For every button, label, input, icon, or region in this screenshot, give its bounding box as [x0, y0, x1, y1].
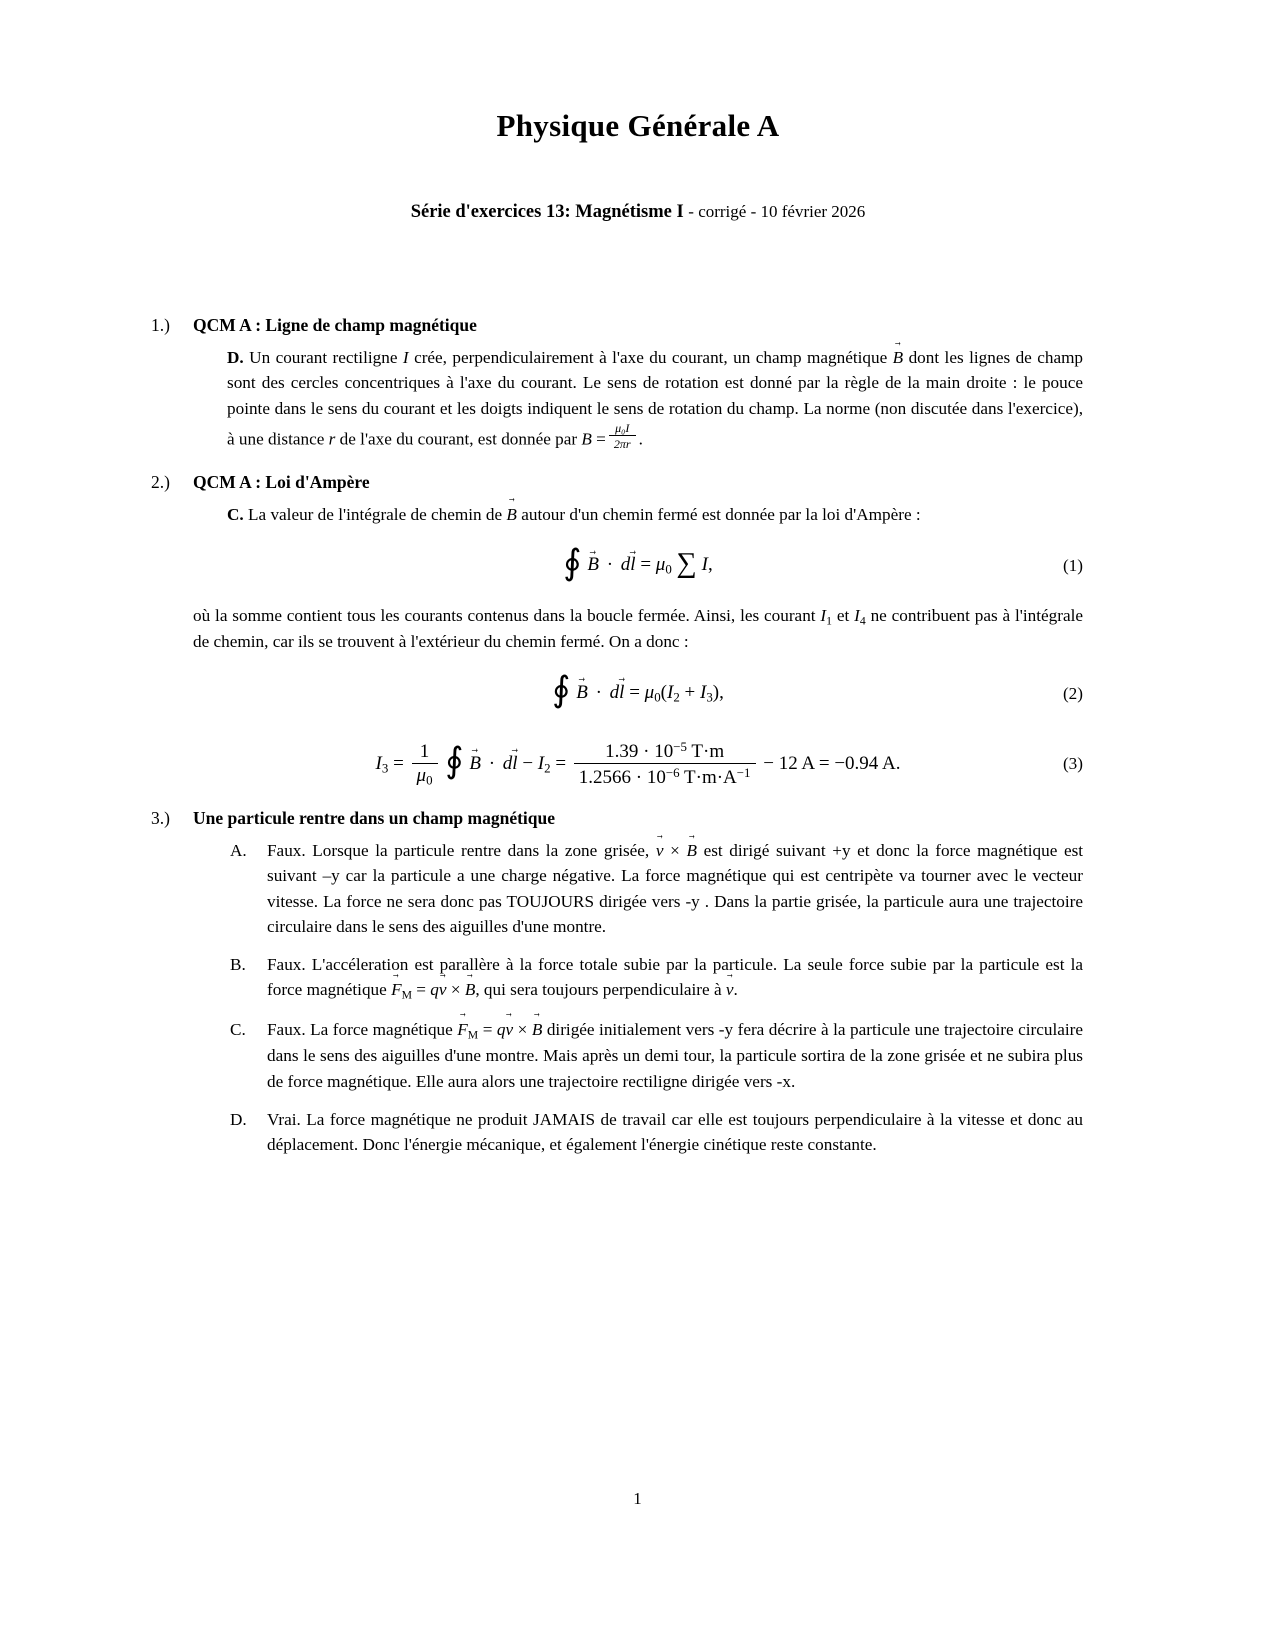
item-a-text-2: est dirigé suivant +y et donc la force magnétique est suivant –y car la particule a une charge négative. La force magnétique qui est centripète va tourner avec le vecteur vitesse. La force ne sera donc pas TOUJOURS dirigée vers -y . Dans la partie grisée, la particule aura une trajectoire circulaire dans le sens des aiguilles d'une montre. [267, 840, 1084, 936]
eq3-ratio [574, 739, 756, 790]
item-a-vector-v: v → [656, 838, 664, 863]
middle-text-1: où la somme contient tous les courants contenus dans la boucle fermée. Ainsi, les courant [193, 606, 816, 625]
equation-1-row [193, 543, 1083, 589]
eq2-vector-l: l → [619, 682, 624, 704]
problem-2-intro-text-1: La valeur de l'intégrale de chemin de [248, 504, 503, 524]
page-number: 1 [633, 1489, 642, 1508]
eq2-mu0: $\mu_0$ [644, 681, 661, 705]
formula-B-symbol: B [581, 429, 592, 449]
item-a-vector-B: B → [686, 838, 697, 863]
problem-2-title: QCM A : Loi d'Ampère [193, 471, 370, 492]
eq1-comma: , [707, 554, 713, 576]
eq2-dot-operator: · [595, 681, 602, 703]
list-item [227, 1017, 1083, 1094]
item-c-equals: = [482, 1019, 493, 1039]
formula-equals: = [596, 429, 606, 449]
equation-3-row [193, 739, 1083, 790]
problem-1-text-2: crée, perpendiculairement à l'axe du courant, un champ magnétique [414, 348, 888, 367]
problem-1-heading [151, 315, 1083, 336]
eq2-dl: d [609, 681, 620, 703]
problem-2-intro [193, 502, 1083, 527]
eq3-ratio-denominator: $1.2566 \cdot 10^{-6}$ $T\cdot m\cdot A^{-1}$ [574, 763, 756, 790]
item-c-vector-v: v → [505, 1017, 513, 1042]
equation-2-body [552, 670, 724, 710]
document-subtitle [193, 202, 1083, 223]
item-b-verdict: Faux. [267, 955, 306, 975]
item-b-F-subscript: M [401, 988, 412, 1002]
eq2-I3: $I_3$ [699, 681, 713, 705]
eq3-result: −0.94 A. [834, 752, 901, 774]
eq2-equals: = [629, 681, 640, 703]
contour-integral-icon-3: ∮ [445, 741, 464, 781]
item-d-label: D. [230, 1109, 247, 1129]
item-c-vector-B: B → [532, 1017, 543, 1042]
eq3-dl: d [502, 752, 513, 774]
eq2-plus: + [684, 681, 696, 703]
page-title: Physique Générale A [496, 108, 780, 143]
symbol-vector-B-intro: B → [506, 502, 517, 527]
eq3-equals-3: = [818, 752, 830, 774]
middle-text-2: et [836, 606, 850, 625]
item-c-vector-F: F → [457, 1017, 468, 1042]
eq3-I2: $I_2$ [537, 752, 551, 776]
item-a-text-1: Lorsque la particule rentre dans la zone grisée, [312, 840, 650, 860]
item-c-label: C. [230, 1019, 246, 1039]
eq2-open-paren: ( [660, 681, 667, 703]
item-c-text-2: dirigée initialement vers -y fera décrire à la particule une trajectoire circulaire dans le sens des aiguilles d'une montre. Mais après un demi tour, la particule sortira de la zone grisée et ne subira plus de force magnétique. Elle aura alors une trajectoire rectiligne dirigée vers -x. [267, 1019, 1083, 1091]
eq1-vector-B: B → [587, 554, 599, 576]
symbol-I4: $I_4$ [854, 606, 866, 628]
equation-3-body [376, 739, 901, 790]
eq3-subtract-term: 12 A [778, 752, 815, 774]
eq1-current-I: I [701, 554, 708, 576]
page-content [151, 0, 1084, 1170]
item-c-verdict: Faux. [267, 1019, 306, 1039]
item-b-label: B. [230, 955, 246, 975]
item-b-vector-F: F → [391, 977, 402, 1002]
problem-3-heading [151, 807, 1083, 829]
list-item [227, 952, 1083, 1004]
item-b-text-1: L'accéleration est parallère à la force totale subie par la particule. La seule force subie par la particule est la force magnétique [267, 955, 1084, 1000]
problem-2-answer-letter: C. [227, 504, 244, 524]
item-b-vector-B: B → [465, 977, 476, 1002]
problem-2-intro-text-2: autour d'un chemin fermé est donnée par la loi d'Ampère : [521, 504, 921, 524]
problem-1-title: QCM A : Ligne de champ magnétique [193, 315, 477, 335]
item-a-verdict: Faux. [267, 840, 306, 860]
item-a-label: A. [230, 840, 247, 860]
item-b-cross-operator: × [450, 980, 461, 1000]
eq1-mu0: $\mu_0$ [655, 554, 672, 577]
problem-1-text-1: Un courant rectiligne [249, 348, 398, 367]
item-c-charge-q: q [496, 1019, 506, 1039]
item-c-text-1: La force magnétique [310, 1019, 453, 1039]
equation-1-number: (1) [1062, 556, 1083, 575]
eq3-frac1-den: $\mu_0$ [412, 763, 438, 788]
item-d-verdict: Vrai. [267, 1109, 301, 1129]
formula-denominator: 2πr [609, 435, 636, 451]
contour-integral-icon: ∮ [563, 542, 582, 582]
problem-3-number: 3.) [151, 807, 170, 828]
problem-2-number: 2.) [151, 471, 170, 492]
eq2-close-paren: ), [712, 681, 724, 703]
item-b-vector-v-2: v → [726, 977, 734, 1002]
problem-3 [151, 807, 1084, 1157]
equation-2-number: (2) [1062, 683, 1083, 703]
eq2-vector-B: B → [576, 682, 588, 704]
eq1-vector-l: l → [630, 554, 635, 576]
subtitle-date: - corrigé - 10 février 2026 [688, 202, 866, 221]
equation-3-number: (3) [1062, 754, 1083, 774]
eq3-I3: $I_3$ [375, 752, 389, 776]
list-item [227, 838, 1083, 939]
equation-1-body [563, 542, 713, 582]
item-c-cross-operator: × [517, 1019, 528, 1039]
problem-1-text-4: de l'axe du courant, est donnée par [339, 429, 578, 449]
eq3-ratio-numerator: $1.39 \cdot 10^{-5}$ T·m [605, 738, 725, 762]
item-b-text-2: , qui sera toujours perpendiculaire à [475, 980, 722, 1000]
symbol-vector-B: B → [893, 345, 904, 370]
contour-integral-icon-2: ∮ [552, 670, 571, 710]
formula-numerator: μ₀I [615, 420, 630, 435]
eq3-minus-2: − [763, 752, 774, 774]
problem-2 [151, 471, 1084, 790]
eq3-dot-operator: · [488, 752, 496, 774]
problem-2-heading [151, 471, 1083, 493]
subtitle-series: Série d'exercices 13: Magnétisme I [410, 202, 684, 222]
eq1-dl: d [620, 554, 631, 576]
problem-1-text-3: dont les lignes de champ sont des cercles concentriques à l'axe du courant. Le sens de rotation est donné par la règle de la main droite : le pouce pointe dans le sens du courant et les doigts indiquent le sens de rotation du champ. La norme (non discutée dans l'exercice), à une distance [227, 348, 1084, 449]
symbol-current-I: I [402, 348, 409, 367]
eq3-minus-1: − [522, 752, 534, 774]
equation-2-row [193, 671, 1083, 717]
item-b-charge-q: q [430, 980, 439, 1000]
list-item [227, 1107, 1083, 1158]
eq3-vector-B: B → [469, 753, 481, 775]
item-b-equals: = [416, 980, 426, 1000]
eq3-vector-l: l → [512, 753, 517, 775]
eq2-I2: $I_2$ [666, 681, 680, 705]
symbol-I1: $I_1$ [820, 606, 832, 628]
eq3-equals-1: = [393, 752, 404, 774]
eq1-equals: = [640, 554, 652, 576]
eq1-dot-operator: · [606, 554, 614, 576]
item-d-text-1: La force magnétique ne produit JAMAIS de travail car elle est toujours perpendiculaire à la vitesse et donc au déplacement. Donc l'énergie mécanique, et également l'énergie cinétique reste constante. [267, 1109, 1083, 1155]
item-b-vector-v: v → [439, 977, 447, 1002]
problem-1-answer-letter: D. [227, 348, 244, 367]
problem-1 [151, 315, 1084, 452]
item-a-cross-operator: × [670, 840, 680, 860]
symbol-radius-r: r [328, 429, 336, 449]
eq3-equals-2: = [555, 752, 567, 774]
formula-period: . [638, 429, 643, 449]
problem-3-title: Une particule rentre dans un champ magnétique [193, 807, 556, 828]
problem-1-number: 1.) [151, 315, 170, 335]
eq3-one-over-mu0 [412, 741, 438, 788]
middle-text-3: ne contribuent pas à l'intégrale de chemin, car ils se trouvent à l'extérieur du chemin fermé. On a donc : [193, 606, 1084, 652]
summation-icon: ∑ [676, 547, 697, 579]
eq3-frac1-num: 1 [419, 740, 430, 762]
problem-2-middle-text [193, 603, 1083, 655]
item-b-text-3: . [733, 980, 738, 1000]
formula-mu0I-over-2pir [609, 421, 636, 451]
item-c-F-subscript: M [467, 1028, 479, 1042]
problem-1-answer [193, 345, 1083, 452]
problem-3-answer-list [193, 838, 1083, 1157]
